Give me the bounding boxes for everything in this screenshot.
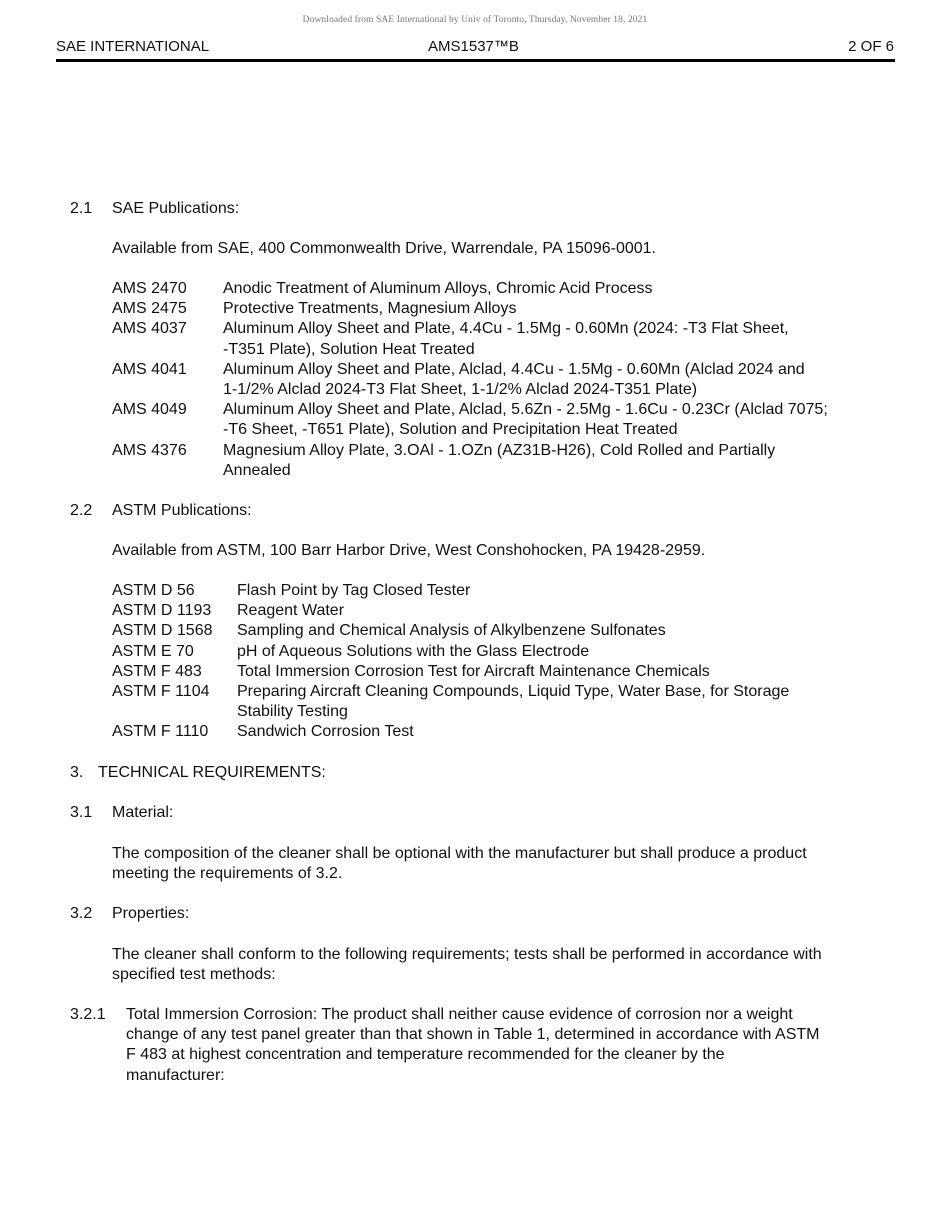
reference-code: AMS 4376 <box>112 441 187 459</box>
reference-title: Magnesium Alloy Plate, 3.OAl - 1.OZn (AZ31B-H26), Cold Rolled and Partially Annealed <box>223 441 776 479</box>
astm-reference-list <box>112 581 789 743</box>
reference-code: AMS 4037 <box>112 320 187 338</box>
reference-title: pH of Aqueous Solutions with the Glass Electrode <box>237 642 590 660</box>
download-notice: Downloaded from SAE International by Univ of Toronto, Thursday, November 18, 2021 <box>302 15 648 25</box>
reference-row <box>112 621 789 641</box>
header-page-number: 2 OF 6 <box>848 38 894 55</box>
section-2-1-number: 2.1 <box>70 200 93 217</box>
section-3-2-1-body: Total Immersion Corrosion: The product shall neither cause evidence of corrosion nor a weight change of any test panel greater than that shown in Table 1, determined in accordance with ASTM F 483 at highest concentration and temperature recommended for the cleaner by the manufacturer: <box>126 1006 820 1084</box>
reference-code: AMS 4049 <box>112 401 187 419</box>
section-2-1-title: SAE Publications: <box>112 200 240 217</box>
reference-code: AMS 2475 <box>112 300 187 318</box>
section-2-1-availability: Available from SAE, 400 Commonwealth Drive, Warrendale, PA 15096-0001. <box>112 240 656 257</box>
section-3-2-title: Properties: <box>112 905 190 922</box>
reference-code: ASTM F 483 <box>112 662 202 680</box>
reference-title: Aluminum Alloy Sheet and Plate, 4.4Cu - 1.5Mg - 0.60Mn (2024: -T3 Flat Sheet, -T351 Plate), Solution Heat Treated <box>223 320 789 358</box>
reference-row <box>112 441 828 481</box>
section-3-1-number: 3.1 <box>70 804 93 821</box>
reference-row <box>112 581 789 601</box>
header-publisher: SAE INTERNATIONAL <box>56 38 210 55</box>
reference-code: ASTM D 1568 <box>112 622 213 640</box>
reference-title: Anodic Treatment of Aluminum Alloys, Chromic Acid Process <box>223 280 653 297</box>
reference-code: ASTM F 1104 <box>112 683 210 701</box>
section-2-2-availability: Available from ASTM, 100 Barr Harbor Drive, West Conshohocken, PA 19428-2959. <box>112 542 706 559</box>
reference-code: AMS 2470 <box>112 280 187 297</box>
reference-row <box>112 642 789 662</box>
reference-title: Flash Point by Tag Closed Tester <box>237 582 471 599</box>
reference-title: Preparing Aircraft Cleaning Compounds, Liquid Type, Water Base, for Storage Stability Testing <box>237 683 790 721</box>
reference-title: Sandwich Corrosion Test <box>237 723 414 741</box>
section-3-2-body: The cleaner shall conform to the following requirements; tests shall be performed in accordance with specified test methods: <box>112 946 822 984</box>
section-3-1-body: The composition of the cleaner shall be optional with the manufacturer but shall produce a product meeting the requirements of 3.2. <box>112 845 807 883</box>
reference-title: Total Immersion Corrosion Test for Aircraft Maintenance Chemicals <box>237 662 710 680</box>
reference-title: Aluminum Alloy Sheet and Plate, Alclad, 5.6Zn - 2.5Mg - 1.6Cu - 0.23Cr (Alclad 7075; -T6 Sheet, -T651 Plate), Solution and Precipitation Heat Treated <box>223 401 828 439</box>
reference-code: AMS 4041 <box>112 360 187 378</box>
header-document-id: AMS1537™B <box>428 38 519 55</box>
section-3-1-title: Material: <box>112 804 174 821</box>
reference-row <box>112 319 828 359</box>
reference-code: ASTM D 1193 <box>112 602 212 620</box>
reference-code: ASTM D 56 <box>112 582 195 599</box>
reference-title: Reagent Water <box>237 602 345 620</box>
reference-row <box>112 682 789 722</box>
section-3-title: TECHNICAL REQUIREMENTS: <box>98 764 326 781</box>
reference-row <box>112 299 828 319</box>
reference-code: ASTM E 70 <box>112 642 194 660</box>
reference-row <box>112 360 828 400</box>
section-3-2-1-number: 3.2.1 <box>70 1006 106 1023</box>
reference-code: ASTM F 1110 <box>112 723 209 741</box>
reference-title: Sampling and Chemical Analysis of Alkylbenzene Sulfonates <box>237 622 666 640</box>
section-3-2-number: 3.2 <box>70 905 93 922</box>
sae-reference-list <box>112 279 828 481</box>
reference-row <box>112 279 828 299</box>
reference-title: Protective Treatments, Magnesium Alloys <box>223 300 517 318</box>
reference-row <box>112 662 789 682</box>
header-rule <box>56 59 895 62</box>
reference-row <box>112 601 789 621</box>
section-2-2-title: ASTM Publications: <box>112 502 252 519</box>
section-2-2-number: 2.2 <box>70 502 93 519</box>
reference-row <box>112 400 828 440</box>
section-3-number: 3. <box>70 764 84 781</box>
reference-row <box>112 722 789 742</box>
reference-title: Aluminum Alloy Sheet and Plate, Alclad, 4.4Cu - 1.5Mg - 0.60Mn (Alclad 2024 and 1-1/2% Alclad 2024-T3 Flat Sheet, 1-1/2% Alclad 2024-T351 Plate) <box>223 360 805 399</box>
